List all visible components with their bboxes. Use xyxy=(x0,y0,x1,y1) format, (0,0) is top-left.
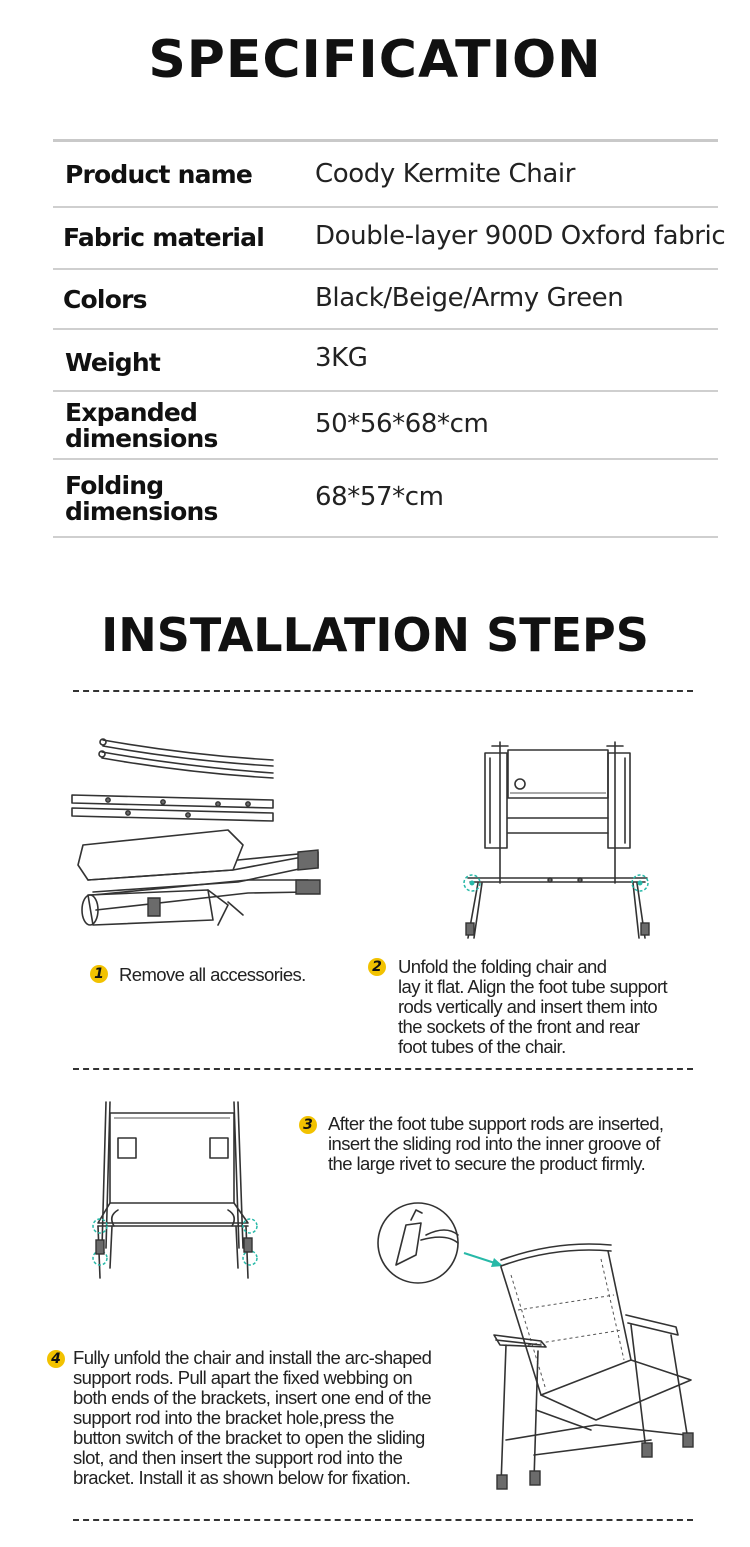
spec-title: SPECIFICATION xyxy=(148,30,602,90)
dashed-divider xyxy=(73,690,693,692)
spec-row-weight xyxy=(53,330,718,392)
step-3-line: After the foot tube support rods are inserted, xyxy=(328,1113,664,1134)
step-3-line: the large rivet to secure the product firmly. xyxy=(328,1153,646,1174)
spec-label-line2: dimensions xyxy=(65,424,218,453)
dashed-divider xyxy=(73,1519,693,1521)
step-2-line: rods vertically and insert them into xyxy=(398,996,658,1017)
spec-label: Weight xyxy=(65,348,161,377)
spec-label: Colors xyxy=(63,285,147,314)
step-4-line: Fully unfold the chair and install the arc-shaped xyxy=(73,1347,432,1368)
spec-value: 68*57*cm xyxy=(315,482,444,512)
steps-title: INSTALLATION STEPS xyxy=(101,608,649,662)
step-4-text xyxy=(73,1348,431,1488)
step-4-line: both ends of the brackets, insert one end of the xyxy=(73,1387,431,1408)
spec-label-line1: Expanded xyxy=(65,398,198,427)
step-number-badge: 4 xyxy=(47,1350,65,1368)
spec-value: 3KG xyxy=(315,343,368,373)
spec-label-line2: dimensions xyxy=(65,497,218,526)
spec-label-line1: Folding xyxy=(65,471,164,500)
step-2-line: Unfold the folding chair and xyxy=(398,956,607,977)
step-3-text xyxy=(328,1114,663,1174)
step-2-line: the sockets of the front and rear xyxy=(398,1016,640,1037)
step-4-line: support rod into the bracket hole,press the xyxy=(73,1407,394,1428)
step-1-text: Remove all accessories. xyxy=(119,964,306,985)
spec-label: Product name xyxy=(65,160,253,189)
spec-row-fabric-material xyxy=(53,208,726,270)
spec-row-folding-dimensions xyxy=(53,460,718,538)
step-4-line: slot, and then insert the support rod into the xyxy=(73,1447,403,1468)
step-4-line: bracket. Install it as shown below for fixation. xyxy=(73,1467,411,1488)
spec-value: Coody Kermite Chair xyxy=(315,159,575,189)
spec-row-colors xyxy=(53,270,718,330)
step-2-line: lay it flat. Align the foot tube support xyxy=(398,976,668,997)
step-number-badge: 1 xyxy=(90,965,108,983)
flat-chair-illustration xyxy=(460,738,655,938)
step-number-badge: 2 xyxy=(368,958,386,976)
step-2-line: foot tubes of the chair. xyxy=(398,1036,566,1057)
step-4-line: support rods. Pull apart the fixed webbing on xyxy=(73,1367,413,1388)
step-2-text xyxy=(398,957,667,1057)
spec-value: Black/Beige/Army Green xyxy=(315,283,624,313)
step-number-badge: 3 xyxy=(299,1116,317,1134)
spec-row-expanded-dimensions xyxy=(53,392,718,460)
spec-value: 50*56*68*cm xyxy=(315,409,489,439)
accessories-illustration xyxy=(68,730,338,930)
step-4-line: button switch of the bracket to open the sliding xyxy=(73,1427,425,1448)
spec-value: Double-layer 900D Oxford fabric xyxy=(315,221,726,251)
spec-label: Fabric material xyxy=(63,223,264,252)
step-3-line: insert the sliding rod into the inner groove of xyxy=(328,1133,660,1154)
spec-row-product-name xyxy=(53,142,718,208)
sliding-rod-illustration xyxy=(78,1098,278,1283)
dashed-divider xyxy=(73,1068,693,1070)
